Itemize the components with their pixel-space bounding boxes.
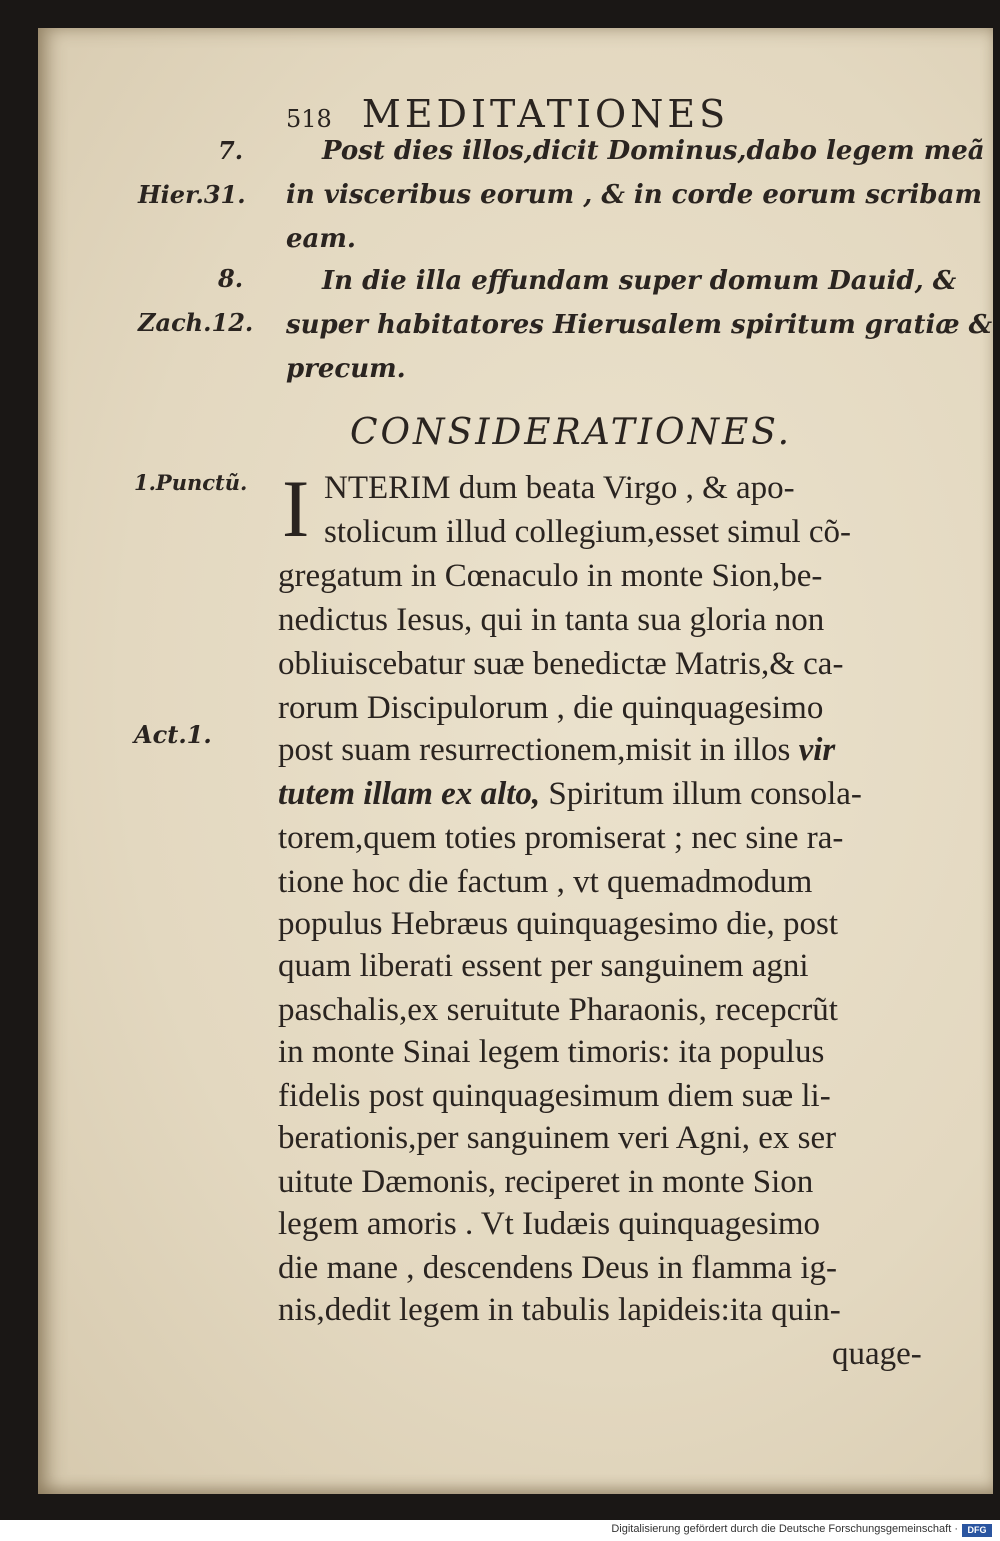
- running-header: [286, 92, 729, 136]
- body-line: uitute Dæmonis, reciperet in monte Sion: [278, 1164, 814, 1200]
- body-line: gregatum in Cœnaculo in monte Sion,be-: [278, 558, 823, 594]
- footer-bar: [0, 1520, 1000, 1541]
- body-line: NTERIM dum beata Virgo , & apo-: [324, 470, 795, 506]
- body-line: rorum Discipulorum , die quinquagesimo: [278, 690, 824, 726]
- scripture-line: super habitatores Hierusalem spiritum gratiæ &: [286, 310, 993, 340]
- margin-note-verse-8: 8.: [218, 264, 244, 293]
- scripture-line: in visceribus eorum , & in corde eorum scribam: [286, 180, 982, 210]
- margin-note-act: Act.1.: [134, 720, 212, 749]
- margin-note-hier: Hier.31.: [138, 180, 246, 209]
- section-heading: CONSIDERATIONES.: [350, 412, 793, 453]
- drop-cap: I: [282, 463, 310, 554]
- dfg-logo: DFG: [962, 1524, 992, 1537]
- italic-word: vir: [798, 732, 836, 768]
- margin-note-punctum: 1.Punctũ.: [134, 470, 248, 495]
- body-line-text: post suam resurrectionem,misit in illos: [278, 732, 791, 768]
- italic-phrase: tutem illam ex alto,: [278, 776, 541, 812]
- body-line: tione hoc die factum , vt quemadmodum: [278, 864, 813, 900]
- catchword: quage-: [832, 1336, 922, 1372]
- scripture-line: In die illa effundam super domum Dauid, &: [322, 266, 957, 296]
- body-line: [278, 776, 862, 813]
- body-line: nis,dedit legem in tabulis lapideis:ita quin-: [278, 1292, 841, 1328]
- body-line: torem,quem toties promiserat ; nec sine ra-: [278, 820, 844, 856]
- body-line: berationis,per sanguinem veri Agni, ex ser: [278, 1120, 837, 1156]
- body-line: die mane , descendens Deus in flamma ig-: [278, 1250, 837, 1286]
- footer-credit: Digitalisierung gefördert durch die Deutsche Forschungsgemeinschaft ·: [611, 1523, 958, 1535]
- body-line: legem amoris . Vt Iudæis quinquagesimo: [278, 1206, 821, 1242]
- body-line: in monte Sinai legem timoris: ita populus: [278, 1034, 825, 1070]
- body-line: populus Hebræus quinquagesimo die, post: [278, 906, 839, 942]
- body-line: quam liberati essent per sanguinem agni: [278, 948, 809, 984]
- page-number: 518: [286, 105, 332, 133]
- margin-note-verse-7: 7.: [218, 136, 244, 165]
- scripture-line: eam.: [286, 224, 356, 254]
- margin-note-zach: Zach.12.: [138, 308, 254, 337]
- body-line: fidelis post quinquagesimum diem suæ li-: [278, 1078, 831, 1114]
- body-line-text: Spiritum illum consola-: [548, 776, 862, 812]
- body-line: [278, 732, 835, 769]
- running-title: MEDITATIONES: [361, 92, 730, 136]
- body-line: stolicum illud collegium,esset simul cõ-: [324, 514, 852, 550]
- body-line: obliuiscebatur suæ benedictæ Matris,& ca-: [278, 646, 844, 682]
- scripture-line: Post dies illos,dicit Dominus,dabo legem meã: [322, 136, 985, 166]
- scripture-line: precum.: [286, 354, 406, 384]
- body-line: paschalis,ex seruitute Pharaonis, recepcrũt: [278, 992, 838, 1028]
- body-line: nedictus Iesus, qui in tanta sua gloria non: [278, 602, 825, 638]
